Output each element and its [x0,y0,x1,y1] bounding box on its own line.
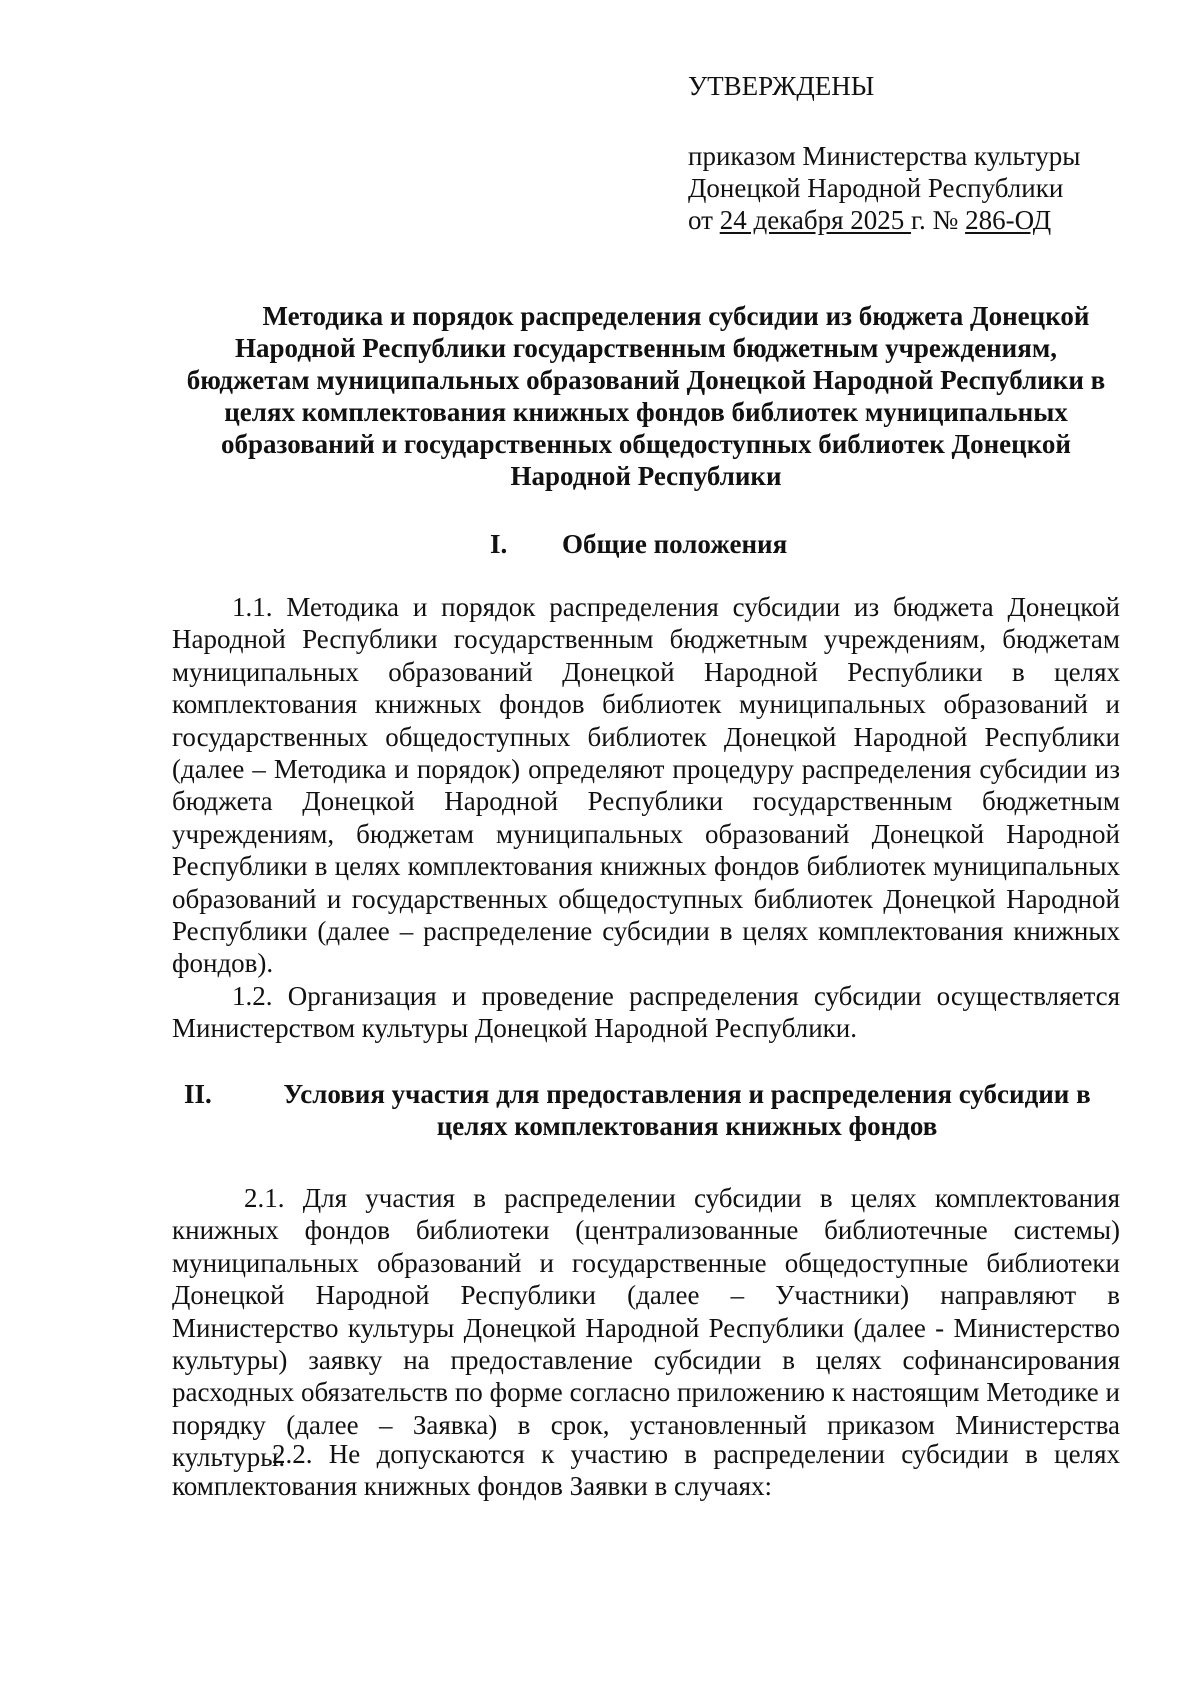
section-2-number: II. [184,1079,212,1109]
paragraph-2-2: 2.2. Не допускаются к участию в распределении субсидии в целях комплектования книжных фондов Заявки в случаях: [172,1439,1120,1502]
approval-block [688,70,1138,236]
approval-heading: УТВЕРЖДЕНЫ [688,71,875,101]
section-2-title: Условия участия для предоставления и распределения субсидии в целях комплектования книжных фондов [283,1079,1091,1141]
approval-line-date [688,204,1138,236]
section-2-heading [172,1078,1120,1142]
order-date: 24 декабря 2025 [719,205,912,235]
paragraph-1-1: 1.1. Методика и порядок распределения субсидии из бюджета Донецкой Народной Республики государственным бюджетным учреждениям, бюджетам муниципальных образований Донецкой Народной Республики в целях комплектования книжных фондов библиотек муниципальных образований и государственных общедоступных библиотек Донецкой Народной Республики (далее – Методика и порядок) определяют процедуру распределения субсидии из бюджета Донецкой Народной Республики государственным бюджетным учреждениям, бюджетам муниципальных образований Донецкой Народной Республики в целях комплектования книжных фондов библиотек муниципальных образований и государственных общедоступных библиотек Донецкой Народной Республики (далее – распределение субсидии в целях комплектования книжных фондов). [172,592,1120,979]
section-1-number: I. [490,529,508,559]
section-1-title: Общие положения [562,529,788,559]
date-suffix: г. № [911,205,966,235]
approval-line-republic: Донецкой Народной Республики [688,173,1064,203]
date-prefix: от [688,205,720,235]
order-number: 286-ОД [965,205,1052,235]
approval-line-order: приказом Министерства культуры [688,141,1081,171]
paragraph-2-1: 2.1. Для участия в распределении субсидии в целях комплектования книжных фондов библиотеки (централизованные библиотечные системы) муниципальных образований и государственные общедоступные библиотеки Донецкой Народной Республики (далее – Участники) направляют в Министерство культуры Донецкой Народной Республики (далее - Министерство культуры) заявку на предоставление субсидии в целях софинансирования расходных обязательств по форме согласно приложению к настоящим Методике и порядку (далее – Заявка) в срок, установленный приказом Министерства культуры. [172,1183,1120,1473]
paragraph-1-2: 1.2. Организация и проведение распределения субсидии осуществляется Министерством культуры Донецкой Народной Республики. [172,981,1120,1044]
document-title: Методика и порядок распределения субсидии из бюджета Донецкой Народной Республики государственным бюджетным учреждениям, бюджетам муниципальных образований Донецкой Народной Республики в целях комплектования книжных фондов библиотек муниципальных образований и государственных общедоступных библиотек Донецкой Народной Республики [186,301,1106,491]
